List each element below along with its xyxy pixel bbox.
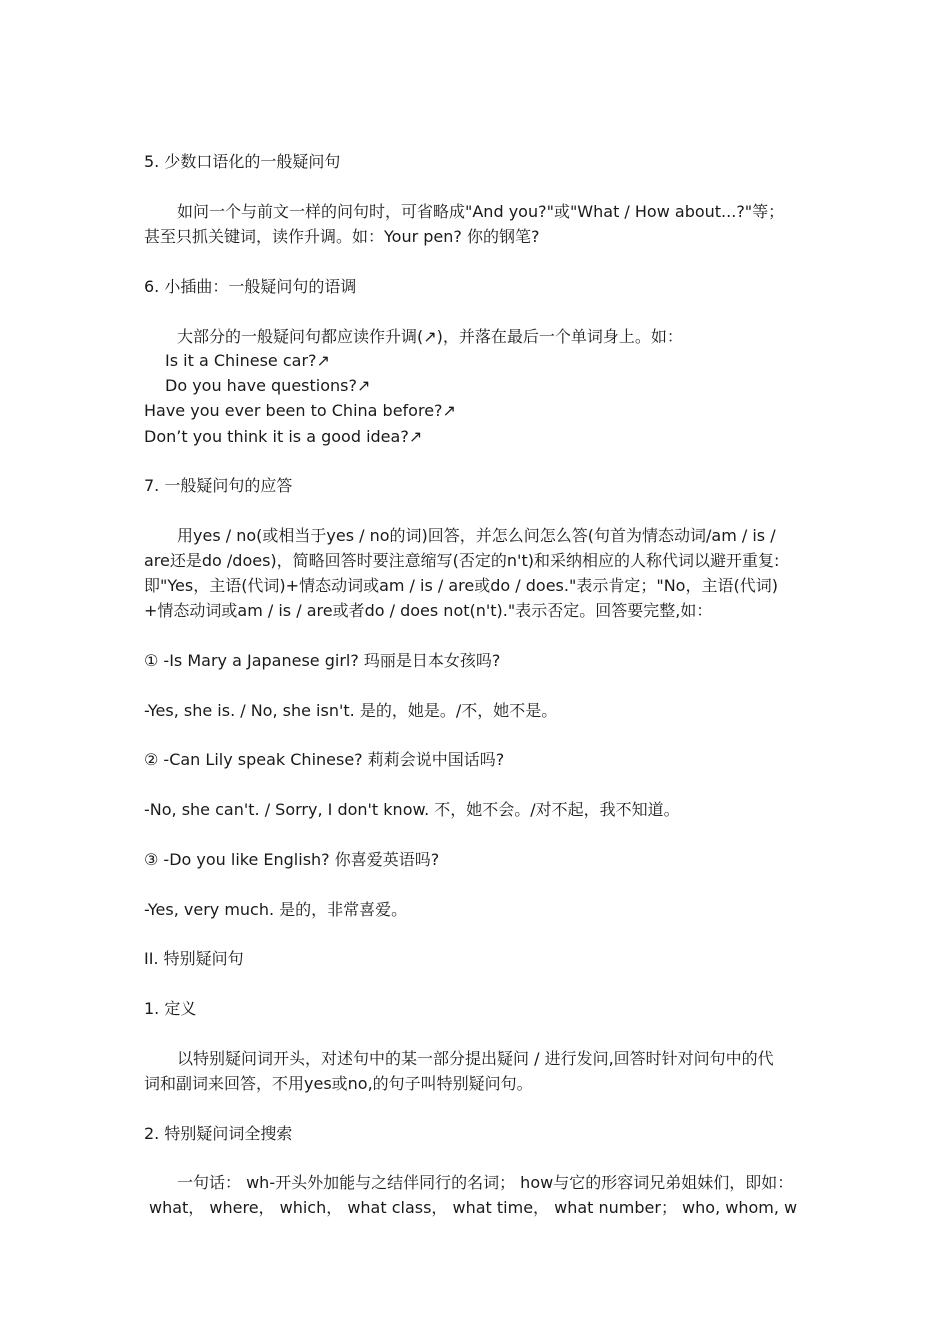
paragraph-line: 一句话： wh-开头外加能与之结伴同行的名词； how与它的形容词兄弟姐妹们，即如：: [177, 1173, 794, 1192]
example-answer: -No, she can't. / Sorry, I don't know. 不，她不会。/对不起，我不知道。: [144, 800, 680, 819]
subsection-heading-definition: 1. 定义: [144, 999, 197, 1018]
paragraph-line: +情态动词或am / is / are或者do / does not(n't)."表示否定。回答要完整,如：: [144, 601, 713, 620]
example-sentence: Do you have questions?↗: [165, 376, 371, 395]
example-answer: -Yes, she is. / No, she isn't. 是的，她是。/不，她不是。: [144, 701, 558, 720]
example-question: ③ -Do you like English? 你喜爱英语吗?: [144, 850, 440, 869]
paragraph-line: 大部分的一般疑问句都应读作升调(↗)，并落在最后一个单词身上。如：: [177, 327, 683, 346]
paragraph-line: what， where， which， what class， what time， what number； who, whom, w: [149, 1198, 798, 1217]
example-sentence: Don’t you think it is a good idea?↗: [144, 427, 423, 446]
example-sentence: Is it a Chinese car?↗: [165, 351, 330, 370]
section-heading-6: 6. 小插曲：一般疑问句的语调: [144, 277, 357, 296]
section-heading-5: 5. 少数口语化的一般疑问句: [144, 152, 341, 171]
paragraph-line: 甚至只抓关键词，读作升调。如：Your pen? 你的钢笔?: [144, 227, 540, 246]
subsection-heading-search: 2. 特别疑问词全搜索: [144, 1124, 293, 1143]
paragraph-line: 即"Yes，主语(代词)+情态动词或am / is / are或do / does."表示肯定；"No，主语(代词): [144, 576, 778, 595]
paragraph-line: 如问一个与前文一样的问句时，可省略成"And you?"或"What / How about...?"等；: [177, 202, 785, 221]
paragraph-line: 词和副词来回答，不用yes或no,的句子叫特别疑问句。: [144, 1074, 533, 1093]
paragraph-line: 用yes / no(或相当于yes / no的词)回答，并怎么问怎么答(句首为情态动词/am / is /: [177, 526, 776, 545]
paragraph-line: 以特别疑问词开头，对述句中的某一部分提出疑问 / 进行发问,回答时针对问句中的代: [177, 1049, 774, 1068]
section-heading-II: II. 特别疑问句: [144, 949, 244, 968]
example-question: ② -Can Lily speak Chinese? 莉莉会说中国话吗?: [144, 750, 505, 769]
section-heading-7: 7. 一般疑问句的应答: [144, 476, 293, 495]
example-answer: -Yes, very much. 是的，非常喜爱。: [144, 900, 408, 919]
example-question: ① -Is Mary a Japanese girl? 玛丽是日本女孩吗?: [144, 651, 501, 670]
paragraph-line: are还是do /does)，简略回答时要注意缩写(否定的n't)和采纳相应的人称代词以避开重复:: [144, 551, 780, 570]
example-sentence: Have you ever been to China before?↗: [144, 401, 456, 420]
